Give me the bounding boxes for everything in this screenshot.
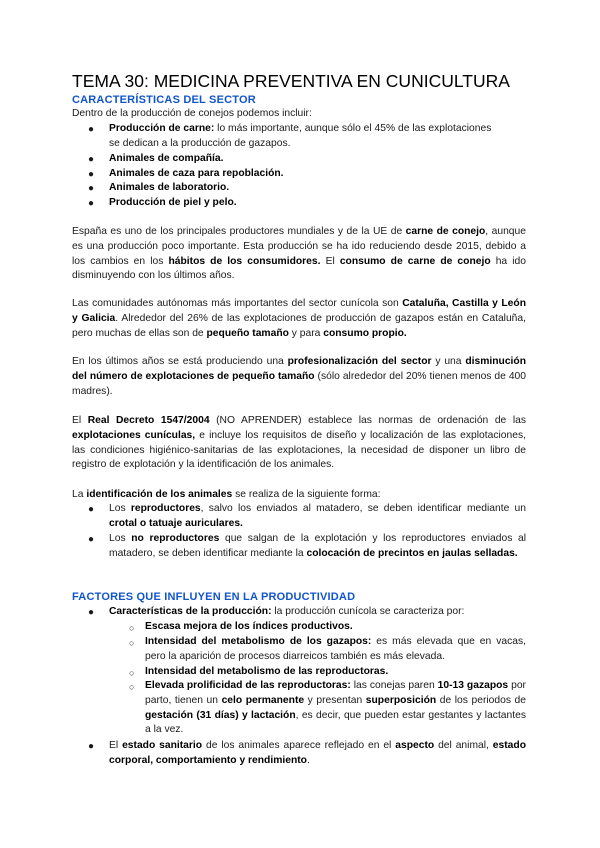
bullet-caracteristicas-produccion bbox=[109, 605, 464, 620]
paragraph-comunidades bbox=[72, 297, 526, 341]
body-text: Los bbox=[109, 503, 131, 514]
bold-text: gestación (31 días) y lactación bbox=[145, 709, 296, 721]
bullet-animales-laboratorio bbox=[109, 181, 229, 196]
bold-text: Elevada prolificidad de las reproductoras: bbox=[145, 680, 351, 691]
body-text: se realiza de la siguiente forma: bbox=[232, 489, 381, 500]
bullet-estado-sanitario bbox=[109, 739, 526, 769]
bold-text: superposición bbox=[365, 694, 437, 706]
bullet-animales-compania bbox=[109, 152, 223, 167]
body-text: , es decir, que pueden estar gestantes y lactantes a la vez. bbox=[145, 709, 526, 736]
bold-text: hábitos de los consumidores. bbox=[168, 255, 321, 267]
document-title: TEMA 30: MEDICINA PREVENTIVA EN CUNICULTURA bbox=[72, 71, 510, 91]
bold-text: Animales de compañía. bbox=[109, 153, 224, 164]
bold-text: disminución del número de explotaciones de pequeño tamaño bbox=[72, 356, 526, 382]
body-text: lo más importante, aunque sólo el 45% de las explotaciones bbox=[214, 123, 492, 134]
bold-text: Producción de piel y pelo. bbox=[109, 197, 237, 208]
body-text: El bbox=[109, 740, 123, 751]
bullet-marker: ● bbox=[88, 607, 95, 618]
sub-bullet-metabolismo-gazapos bbox=[145, 635, 526, 665]
sub-bullet-marker: ○ bbox=[129, 668, 135, 678]
body-text: de los periodos de bbox=[436, 694, 527, 706]
body-text: (sólo alrededor del 20% tienen menos de 400 madres). bbox=[72, 370, 526, 397]
body-text: y una bbox=[431, 356, 466, 367]
bold-text: pequeño tamaño bbox=[206, 327, 289, 339]
bold-text: explotaciones cunículas, bbox=[72, 429, 196, 441]
bold-text: Animales de laboratorio. bbox=[109, 182, 230, 193]
bold-text: estado sanitario bbox=[122, 740, 203, 751]
body-text: , aunque es una producción poco importante. Esta producción se ha ido reduciendo desde 2015, debido a los cambios en los bbox=[72, 226, 526, 267]
body-text: ha ido disminuyendo con los últimos años. bbox=[72, 255, 526, 282]
bold-text: 10-13 gazapos bbox=[437, 680, 509, 691]
bold-text: consumo de carne de conejo bbox=[339, 255, 491, 267]
bullet-marker: ● bbox=[88, 741, 95, 752]
bold-text: Intensidad del metabolismo de las reproductoras. bbox=[145, 666, 389, 677]
paragraph-espana bbox=[72, 225, 526, 284]
sub-bullet-escasa-mejora bbox=[145, 620, 353, 635]
bullet-marker: ● bbox=[88, 198, 95, 209]
bold-text: aspecto bbox=[395, 740, 435, 751]
bold-text: celo permanente bbox=[221, 694, 305, 706]
body-text: El bbox=[72, 415, 88, 426]
paragraph-profesionalizacion bbox=[72, 355, 526, 399]
bold-text: no reproductores bbox=[131, 533, 220, 544]
paragraph-real-decreto bbox=[72, 414, 526, 473]
bold-text: Producción de carne: bbox=[109, 123, 215, 134]
body-text: de los animales aparece reflejado en el bbox=[202, 740, 396, 751]
body-text: . bbox=[306, 754, 310, 766]
body-text: es más elevada que en vacas, pero la aparición de procesos diarreicos también es más elevada. bbox=[145, 636, 526, 662]
bullet-no-reproductores bbox=[109, 532, 526, 562]
bold-text: colocación de precintos en jaulas selladas. bbox=[306, 547, 518, 559]
bold-text: consumo propio. bbox=[323, 327, 407, 339]
sub-bullet-metabolismo-reproductoras bbox=[145, 665, 388, 680]
bold-text: Cataluña, Castilla y León y Galicia bbox=[72, 298, 526, 324]
bold-text: estado corporal, comportamiento y rendimiento bbox=[109, 740, 526, 766]
body-text: y presentan bbox=[304, 694, 366, 706]
bold-text: Escasa mejora de los índices productivos. bbox=[145, 621, 353, 632]
body-text: El bbox=[320, 255, 340, 267]
body-text: y para bbox=[288, 327, 324, 339]
bullet-marker: ● bbox=[88, 183, 95, 194]
bold-text: Animales de caza para repoblación. bbox=[109, 168, 284, 179]
body-text: la producción cunícola se caracteriza por: bbox=[271, 606, 465, 617]
intro-text: Dentro de la producción de conejos podemos incluir: bbox=[72, 108, 312, 119]
body-text: La bbox=[72, 489, 87, 500]
body-text: por parto, tienen un bbox=[145, 680, 526, 706]
bullet-marker: ● bbox=[88, 169, 95, 180]
bullet-marker: ● bbox=[88, 534, 95, 545]
bold-text: reproductores bbox=[130, 503, 201, 514]
sub-bullet-marker: ○ bbox=[129, 623, 135, 633]
bullet-marker: ● bbox=[88, 504, 95, 515]
section-heading-caracteristicas: CARACTERÍSTICAS DEL SECTOR bbox=[72, 94, 256, 106]
body-text: (NO APRENDER) establece las normas de ordenación de las bbox=[209, 415, 526, 426]
bold-text: crotal o tatuaje auriculares. bbox=[109, 517, 243, 529]
body-text: e incluye los requisitos de diseño y localización de las explotaciones, las condiciones higiénico-sanitarias de las explotaciones, la necesidad de disponer un libro de registro de explotación y la identificación de los animales. bbox=[72, 429, 526, 471]
bold-text: Características de la producción: bbox=[109, 606, 272, 617]
bold-text: Real Decreto 1547/2004 bbox=[87, 415, 210, 426]
bold-text: profesionalización del sector bbox=[287, 356, 432, 367]
bold-text: identificación de los animales bbox=[86, 489, 233, 500]
body-text: que salgan de la explotación y los reproductores enviados al matadero, se deben identificar mediante la bbox=[109, 533, 527, 559]
body-text: las conejas paren bbox=[350, 680, 438, 691]
bullet-marker: ● bbox=[88, 154, 95, 165]
body-text: . Alrededor del 26% de las explotaciones de producción de gazapos están en Cataluña, pero muchas de ellas son de bbox=[72, 312, 526, 339]
body-text: , salvo los enviados al matadero, se deben identificar mediante un bbox=[200, 503, 527, 514]
bullet-piel-pelo bbox=[109, 196, 237, 211]
bullet-animales-caza bbox=[109, 167, 284, 182]
bold-text: Intensidad del metabolismo de los gazapos: bbox=[145, 636, 372, 647]
body-text: del animal, bbox=[434, 740, 493, 751]
bullet-reproductores bbox=[109, 502, 526, 532]
body-text: Las comunidades autónomas más importantes del sector cunícola son bbox=[72, 298, 403, 309]
bold-text: carne de conejo bbox=[405, 226, 486, 237]
bullet-produccion-carne-cont: se dedican a la producción de gazapos. bbox=[109, 138, 291, 149]
sub-bullet-marker: ○ bbox=[129, 638, 135, 648]
body-text: Los bbox=[109, 533, 132, 544]
bullet-marker: ● bbox=[88, 124, 95, 135]
body-text: España es uno de los principales productores mundiales y de la UE de bbox=[72, 226, 406, 237]
bullet-produccion-carne bbox=[109, 122, 491, 137]
section-heading-factores: FACTORES QUE INFLUYEN EN LA PRODUCTIVIDAD bbox=[72, 591, 356, 603]
sub-bullet-prolificidad bbox=[145, 679, 526, 738]
paragraph-identificacion bbox=[72, 488, 381, 503]
body-text: En los últimos años se está produciendo una bbox=[72, 356, 288, 367]
sub-bullet-marker: ○ bbox=[129, 682, 135, 692]
